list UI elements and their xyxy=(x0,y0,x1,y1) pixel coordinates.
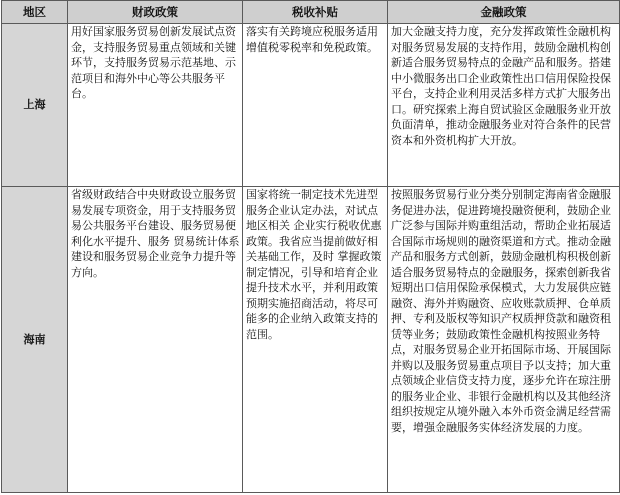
header-financial-policy: 金融政策 xyxy=(388,1,620,24)
financial-policy-text: 加大金融支持力度，充分发挥政策性金融机构对服务贸易发展的支持作用，鼓励金融机构创新适合服务贸易特点的金融产品和服务。搭建中小微服务出口企业政策性出口信用保险投保平台，支持企业利用灵活多样方式扩大服务出口。研究探索上海自贸试验区金融服务业开放负面清单，推动金融服务业对符合条件的民营资本和外资机构扩大开放。 xyxy=(391,25,611,147)
header-tax-subsidy: 税收补贴 xyxy=(243,1,388,24)
header-region: 地区 xyxy=(2,1,68,24)
tax-subsidy-text: 落实有关跨境应税服务适用增值税零税率和免税政策。 xyxy=(246,25,378,54)
header-fiscal-policy: 财政政策 xyxy=(68,1,243,24)
tax-subsidy-text: 国家将统一制定技术先进型服务企业认定办法，对试点地区相关 企业实行税收优惠政策。我省应当提前做好相关基础工作，及时 掌握政策制定情况，引导和培育企业提升技术水平，并利用政策 预期实施招商活动，将尽可能多的企业纳入政策支持的范围。 xyxy=(246,188,382,341)
fiscal-policy-text: 省级财政结合中央财政设立服务贸易发展专项资金，用于支持服务贸易公共服务平台建设、服务贸易便利化水平提升、服务 贸易统计体系建设和服务贸易企业竞争力提升等方向。 xyxy=(71,188,240,279)
fiscal-policy-cell xyxy=(68,24,243,187)
tax-subsidy-cell xyxy=(243,24,388,187)
financial-policy-cell xyxy=(388,24,620,187)
region-cell: 海南 xyxy=(2,187,68,493)
fiscal-policy-text: 用好国家服务贸易创新发展试点资金，支持服务贸易重点领域和关键环节，支持服务贸易示范基地、示范项目和海外中心等公共服务平台。 xyxy=(71,25,236,100)
fiscal-policy-cell xyxy=(68,187,243,493)
table-row xyxy=(2,24,620,187)
financial-policy-text: 按照服务贸易行业分类分别制定海南省金融服务促进办法，促进跨境投融资便利，鼓励企业广泛参与国际并购重组活动，帮助企业拓展适合国际市场规则的融资渠道和方式。推动金融产品和服务方式创新，鼓励金融机构积极创新适合服务贸易特点的金融服务，探索创新我省短期出口信用保险承保模式，大力发展供应链融资、海外并购融资、应收账款质押、仓单质押、专利及版权等知识产权质押贷款和融资租赁等业务；鼓励政策性金融机构按照业务特点，对服务贸易企业开拓国际市场、开展国际并购以及服务贸易重点项目予以支持；加大重点领域企业信贷支持力度，逐步允许在琼注册的服务业企业、非银行金融机构以及其他经济组织按规定从境外融入本外币资金满足经营需要，增强金融服务实体经济发展的力度。 xyxy=(391,188,611,434)
region-cell: 上海 xyxy=(2,24,68,187)
financial-policy-cell xyxy=(388,187,620,493)
tax-subsidy-cell xyxy=(243,187,388,493)
policy-table xyxy=(1,0,620,493)
header-row xyxy=(2,1,620,24)
table-row xyxy=(2,187,620,493)
